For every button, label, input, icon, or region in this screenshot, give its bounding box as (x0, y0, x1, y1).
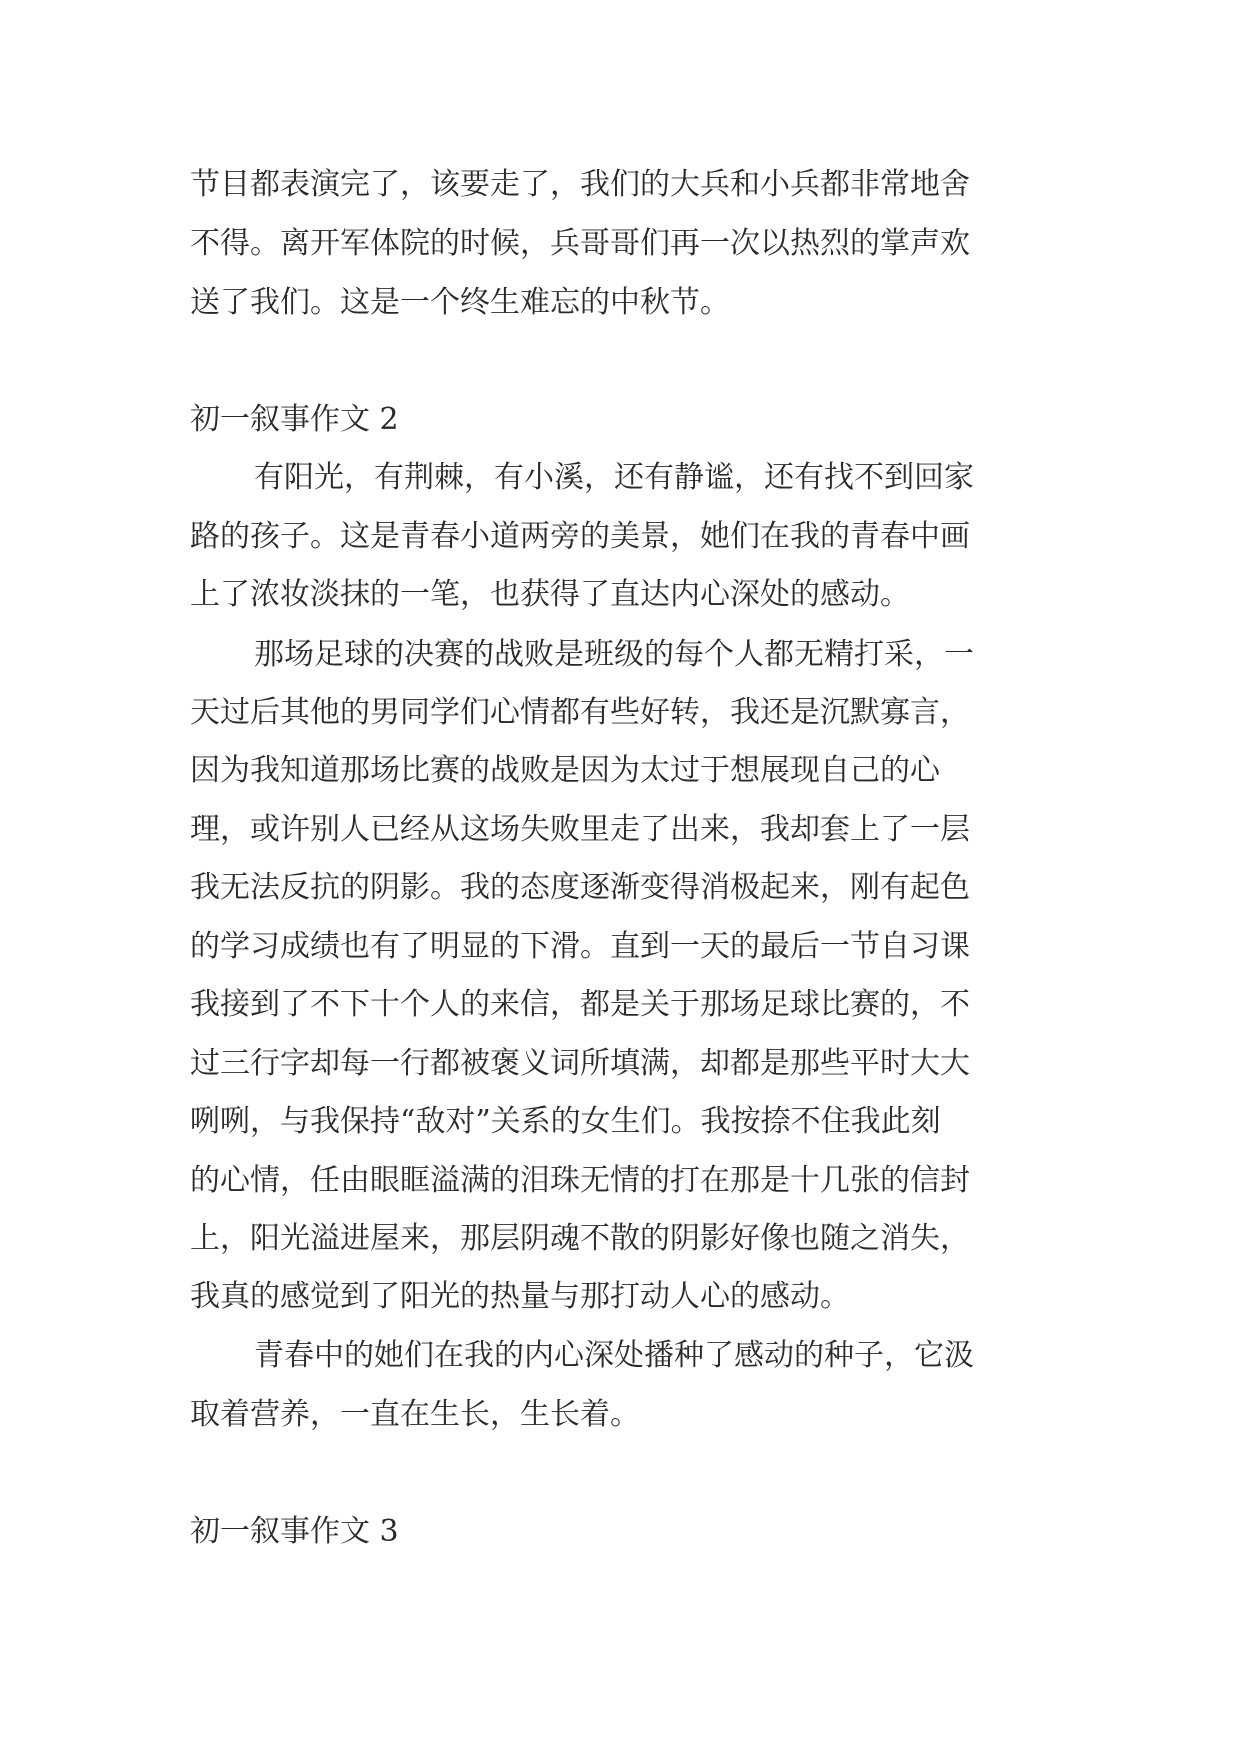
paragraph-line: 上，阳光溢进屋来，那层阴魂不散的阴影好像也随之消失， (190, 1221, 970, 1256)
paragraph-line: 取着营养，一直在生长，生长着。 (190, 1397, 640, 1432)
paragraph-line: 天过后其他的男同学们心情都有些好转，我还是沉默寡言， (190, 695, 970, 730)
paragraph-line: 路的孩子。这是青春小道两旁的美景，她们在我的青春中画 (190, 519, 970, 554)
paragraph-line: 节目都表演完了，该要走了，我们的大兵和小兵都非常地舍 (190, 167, 970, 202)
paragraph-line: 的学习成绩也有了明显的下滑。直到一天的最后一节自习课 (190, 929, 970, 964)
paragraph-line: 过三行字却每一行都被褒义词所填满，却都是那些平时大大 (190, 1046, 970, 1081)
section-heading: 初一叙事作文 2 (190, 402, 399, 437)
paragraph-line: 我无法反抗的阴影。我的态度逐渐变得消极起来，刚有起色 (190, 870, 970, 905)
paragraph-line: 理，或许别人已经从这场失败里走了出来，我却套上了一层 (190, 812, 970, 847)
paragraph-line: 不得。离开军体院的时候，兵哥哥们再一次以热烈的掌声欢 (190, 226, 970, 261)
paragraph-line: 送了我们。这是一个终生难忘的中秋节。 (190, 285, 730, 320)
paragraph-line: 的心情，任由眼眶溢满的泪珠无情的打在那是十几张的信封 (190, 1163, 970, 1198)
paragraph-line: 那场足球的决赛的战败是班级的每个人都无精打采，一 (254, 637, 974, 672)
paragraph-line: 我真的感觉到了阳光的热量与那打动人心的感动。 (190, 1279, 850, 1314)
paragraph-line: 我接到了不下十个人的来信，都是关于那场足球比赛的，不 (190, 987, 970, 1022)
paragraph-line: 咧咧，与我保持“敌对”关系的女生们。我按捺不住我此刻 (190, 1104, 941, 1139)
paragraph-line: 有阳光，有荆棘，有小溪，还有静谧，还有找不到回家 (254, 460, 974, 495)
paragraph-line: 上了浓妆淡抹的一笔，也获得了直达内心深处的感动。 (190, 577, 910, 612)
paragraph-line: 因为我知道那场比赛的战败是因为太过于想展现自己的心 (190, 753, 940, 788)
paragraph-line: 青春中的她们在我的内心深处播种了感动的种子，它汲 (254, 1338, 974, 1373)
section-heading: 初一叙事作文 3 (190, 1514, 399, 1549)
